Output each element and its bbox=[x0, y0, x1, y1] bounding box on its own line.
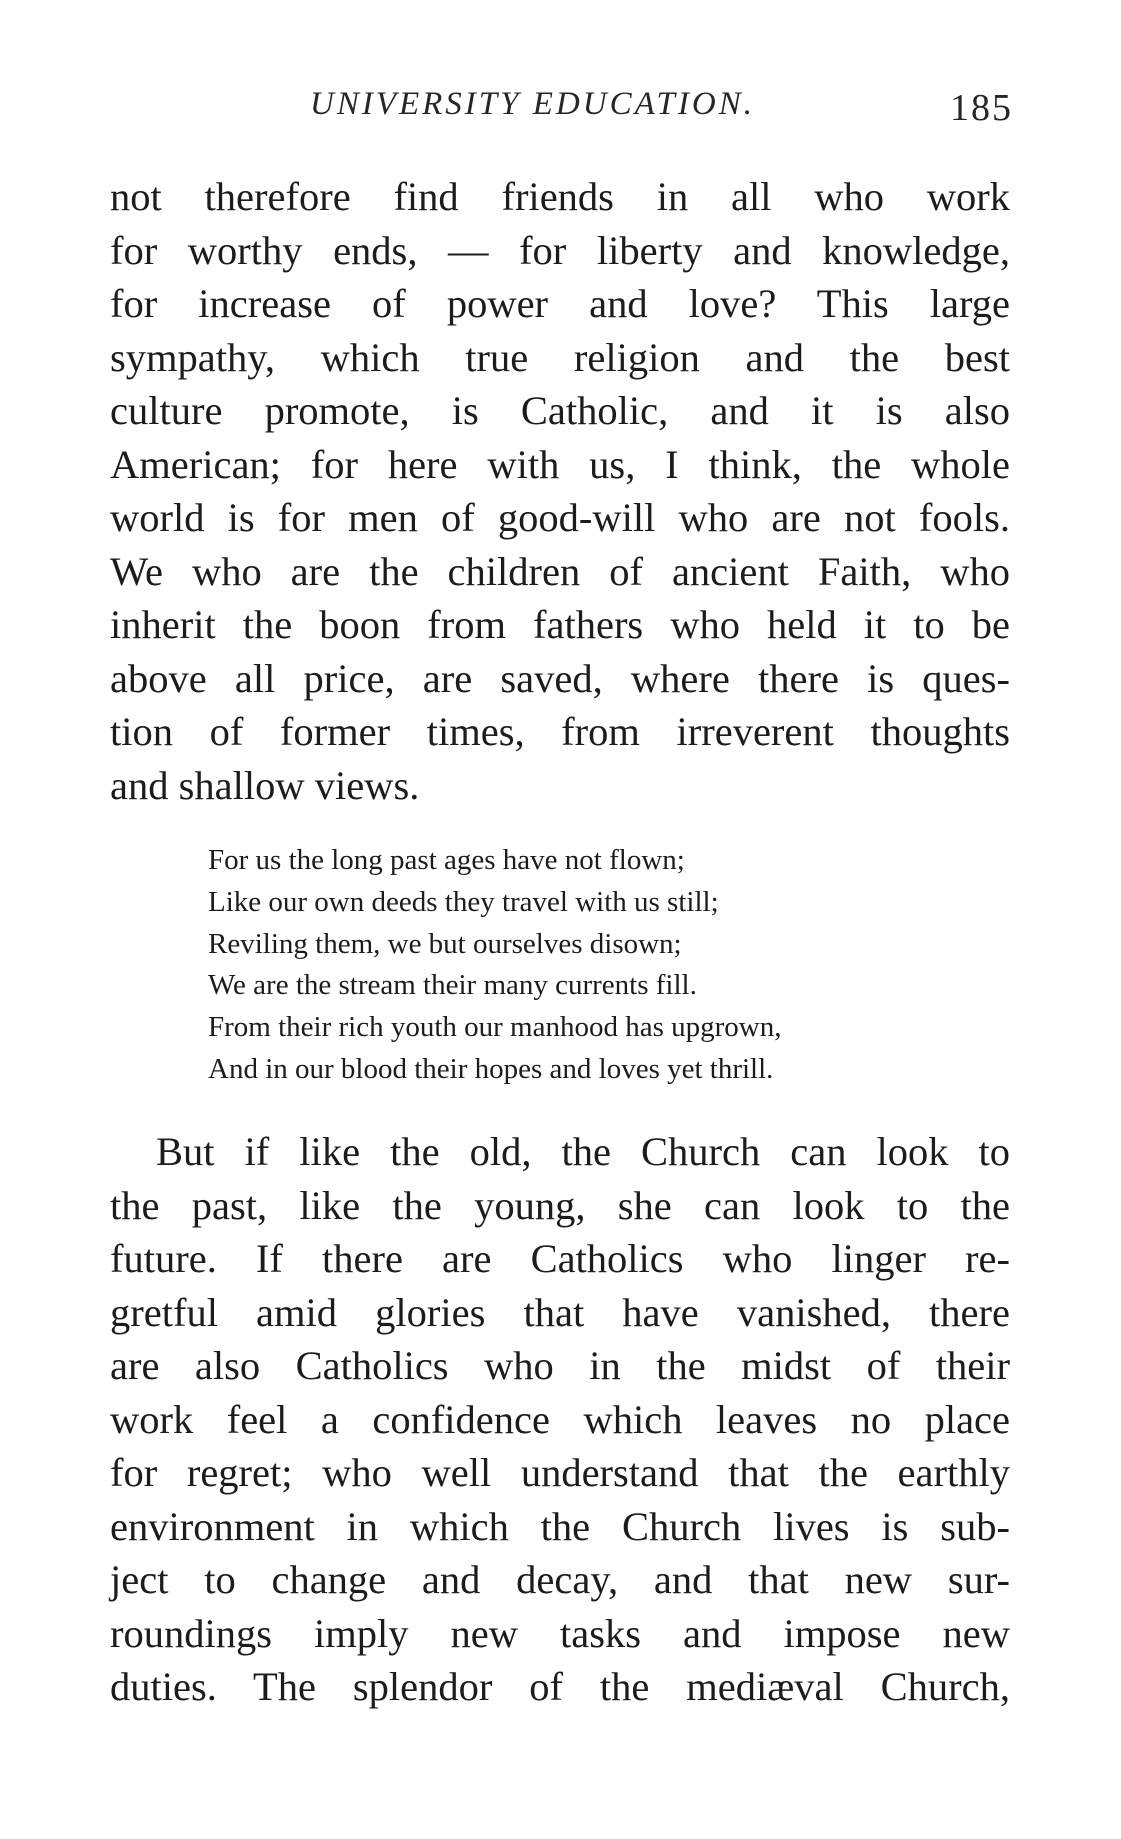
paragraph-new bbox=[110, 1125, 1010, 1714]
text-line: environment in which the Church lives is sub- bbox=[110, 1503, 1010, 1549]
text-line: work feel a confidence which leaves no place bbox=[110, 1396, 1010, 1442]
text-line: for worthy ends, — for liberty and knowledge, bbox=[110, 227, 1010, 273]
text-line: and shallow views. bbox=[110, 762, 420, 808]
page-number: 185 bbox=[950, 87, 1013, 129]
text-line: world is for men of good-will who are not fools. bbox=[110, 495, 1010, 540]
text-line: culture promote, is Catholic, and it is also bbox=[110, 388, 1010, 433]
text-line: above all price, are saved, where there is ques- bbox=[110, 655, 1010, 701]
verse-line: Like our own deeds they travel with us still; bbox=[208, 885, 719, 918]
paragraph-continued bbox=[110, 170, 1010, 812]
text-line: inherit the boon from fathers who held it to be bbox=[110, 602, 1010, 647]
text-line: the past, like the young, she can look to the bbox=[110, 1182, 1010, 1228]
text-line: ject to change and decay, and that new sur- bbox=[110, 1557, 1010, 1602]
verse-line: For us the long past ages have not flown; bbox=[208, 844, 685, 876]
text-line: are also Catholics who in the midst of their bbox=[110, 1343, 1010, 1388]
verse-line: And in our blood their hopes and loves yet thrill. bbox=[208, 1052, 774, 1085]
text-line: roundings imply new tasks and impose new bbox=[110, 1610, 1010, 1656]
text-line: duties. The splendor of the mediæval Church, bbox=[110, 1664, 1010, 1709]
text-line: future. If there are Catholics who linger re- bbox=[110, 1236, 1010, 1281]
text-line: sympathy, which true religion and the best bbox=[110, 334, 1010, 380]
verse-line: Reviling them, we but ourselves disown; bbox=[208, 927, 682, 960]
running-title: UNIVERSITY EDUCATION. bbox=[310, 86, 755, 122]
verse-line: From their rich youth our manhood has upgrown, bbox=[208, 1011, 782, 1044]
text-line: not therefore find friends in all who work bbox=[110, 174, 1010, 219]
text-line: for regret; who well understand that the earthly bbox=[110, 1450, 1010, 1495]
text-line: But if like the old, the Church can look to bbox=[156, 1129, 1010, 1174]
verse-quotation bbox=[208, 840, 968, 1091]
text-line: tion of former times, from irreverent thoughts bbox=[110, 709, 1010, 754]
running-header bbox=[110, 86, 1013, 136]
text-line: We who are the children of ancient Faith, who bbox=[110, 548, 1010, 594]
text-line: for increase of power and love? This large bbox=[110, 281, 1010, 326]
text-line: American; for here with us, I think, the whole bbox=[110, 441, 1010, 487]
text-line: gretful amid glories that have vanished, there bbox=[110, 1289, 1010, 1335]
verse-line: We are the stream their many currents fill. bbox=[208, 969, 697, 1002]
